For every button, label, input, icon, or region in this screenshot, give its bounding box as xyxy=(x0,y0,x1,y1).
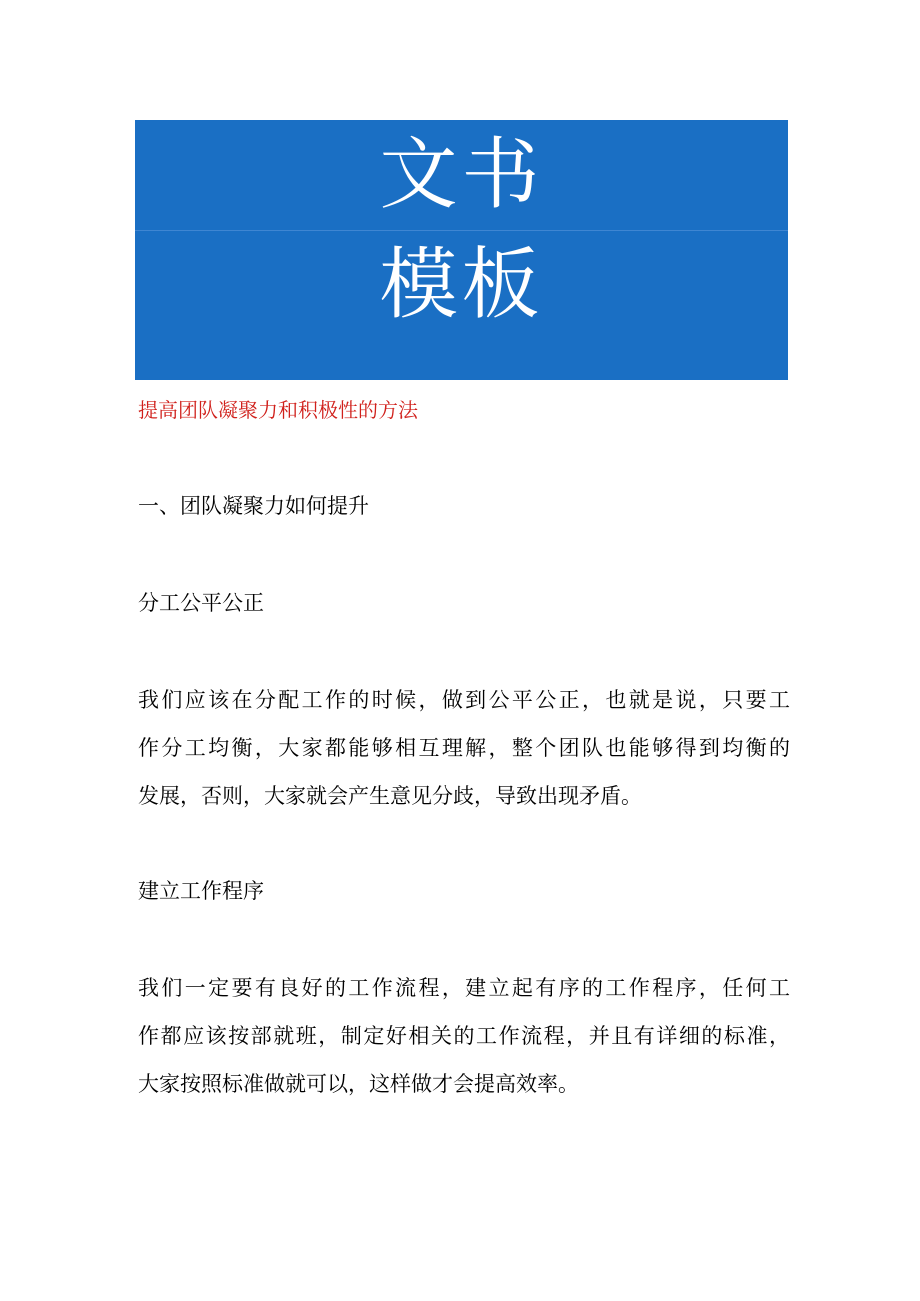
paragraph-2-line: 大家按照标准做就可以，这样做才会提高效率。 xyxy=(138,1072,579,1096)
paragraph-1-line: 发展，否则，大家就会产生意见分歧，导致出现矛盾。 xyxy=(138,784,642,808)
subsection-heading-1: 分工公平公正 xyxy=(138,591,264,615)
banner-divider xyxy=(135,230,788,231)
document-title: 提高团队凝聚力和积极性的方法 xyxy=(138,398,418,422)
section-heading: 一、团队凝聚力如何提升 xyxy=(138,494,369,518)
paragraph-1-line: 作分工均衡，大家都能够相互理解，整个团队也能够得到均衡的 xyxy=(138,736,790,760)
paragraph-2-line: 作都应该按部就班，制定好相关的工作流程，并且有详细的标准， xyxy=(138,1024,790,1048)
paragraph-1 xyxy=(138,676,790,820)
paragraph-2 xyxy=(138,964,790,1108)
banner-title-line-2: 模板 xyxy=(379,240,544,330)
paragraph-1-line: 我们应该在分配工作的时候，做到公平公正，也就是说，只要工 xyxy=(138,688,790,712)
banner-title-line-1: 文书 xyxy=(379,130,544,220)
paragraph-2-line: 我们一定要有良好的工作流程，建立起有序的工作程序，任何工 xyxy=(138,976,790,1000)
subsection-heading-2: 建立工作程序 xyxy=(138,879,264,903)
